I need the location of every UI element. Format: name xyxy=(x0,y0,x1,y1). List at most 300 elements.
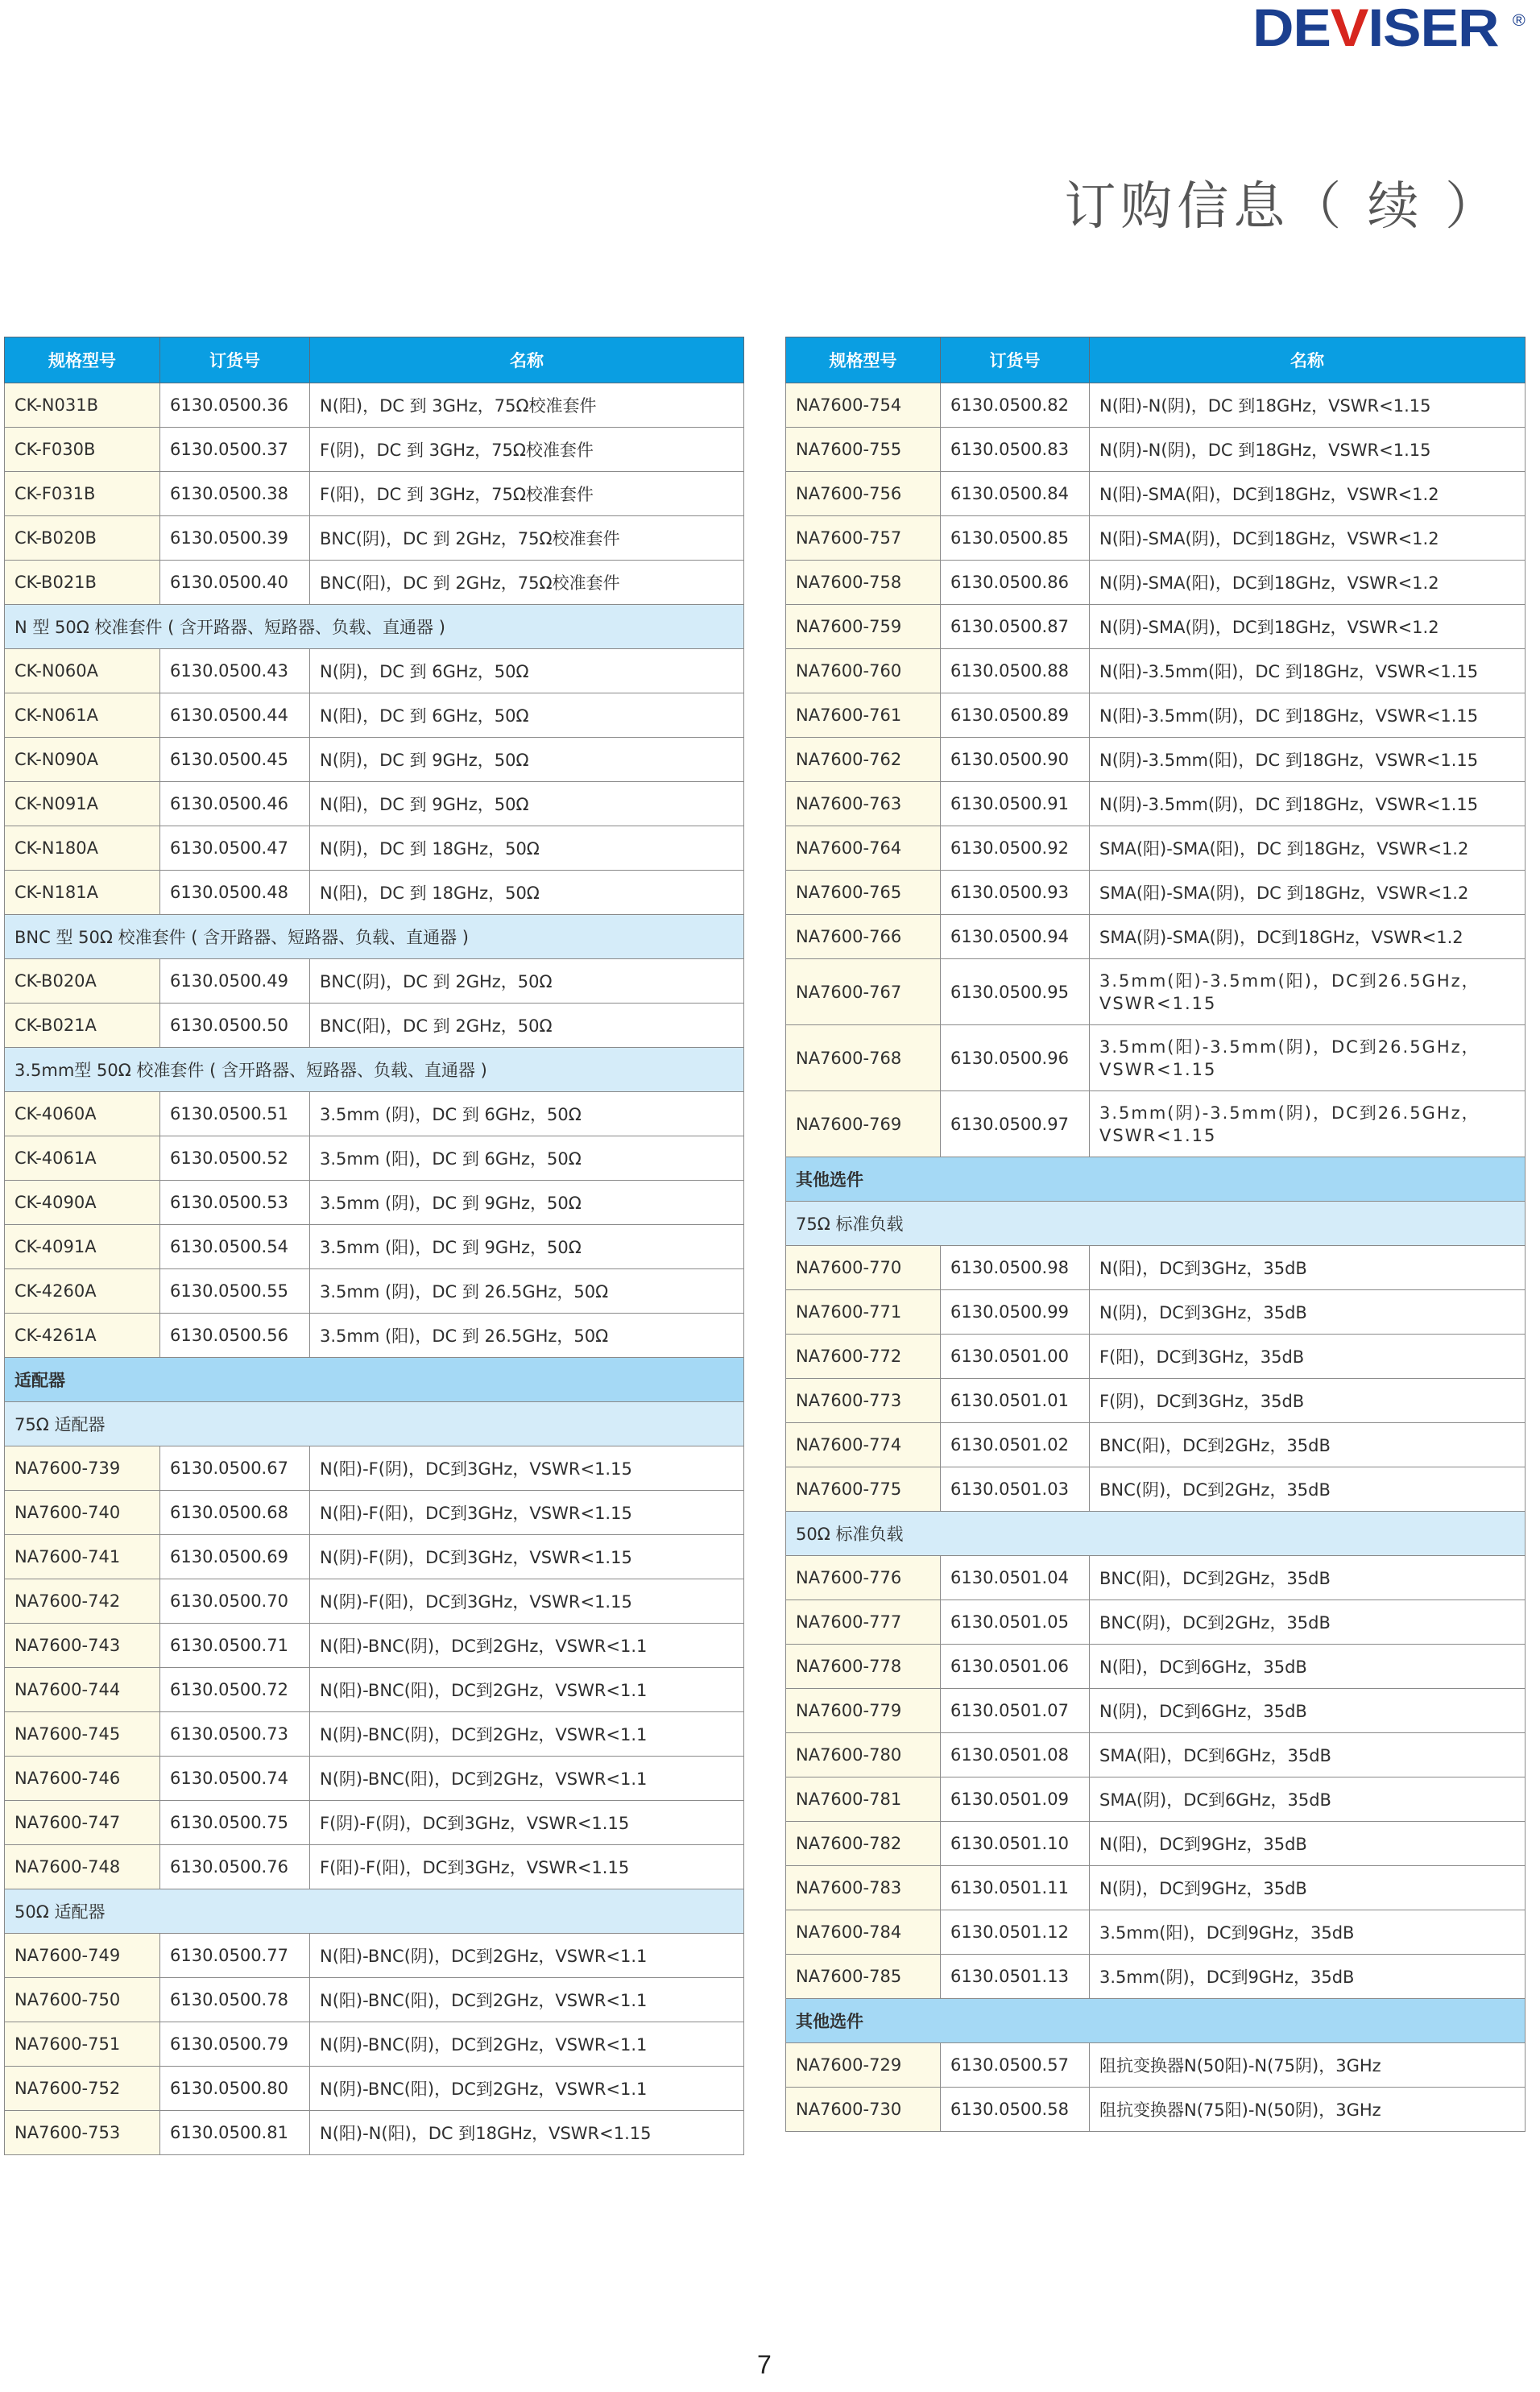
model-cell: CK-F031B xyxy=(5,472,160,516)
page-number: 7 xyxy=(757,2350,772,2379)
model-cell: NA7600-778 xyxy=(786,1645,941,1689)
order-number-cell: 6130.0500.46 xyxy=(160,782,310,826)
model-cell: NA7600-743 xyxy=(5,1624,160,1668)
table-row xyxy=(786,1689,1526,1733)
order-number-cell: 6130.0500.57 xyxy=(941,2043,1090,2088)
model-cell: NA7600-782 xyxy=(786,1822,941,1866)
category-row xyxy=(5,1358,744,1402)
model-cell: NA7600-765 xyxy=(786,871,941,915)
table-row xyxy=(5,1978,744,2022)
name-cell: N(阳)，DC到6GHz，35dB xyxy=(1090,1645,1526,1689)
model-cell: NA7600-762 xyxy=(786,738,941,782)
table-row xyxy=(786,915,1526,959)
order-number-cell: 6130.0500.54 xyxy=(160,1225,310,1269)
table-row xyxy=(5,1535,744,1579)
name-cell: 3.5mm (阴)，DC 到 26.5GHz，50Ω xyxy=(310,1269,744,1314)
model-cell: NA7600-745 xyxy=(5,1712,160,1757)
model-cell: NA7600-780 xyxy=(786,1733,941,1777)
logo-text-de: DE xyxy=(1252,0,1331,57)
name-cell: BNC(阳)，DC到2GHz，35dB xyxy=(1090,1556,1526,1600)
order-number-cell: 6130.0500.37 xyxy=(160,428,310,472)
table-row xyxy=(786,738,1526,782)
category-label: 适配器 xyxy=(5,1358,744,1402)
name-cell: 3.5mm(阳)-3.5mm(阴)，DC到26.5GHz，VSWR<1.15 xyxy=(1090,1025,1526,1091)
order-number-cell: 6130.0500.72 xyxy=(160,1668,310,1712)
model-cell: CK-B021B xyxy=(5,561,160,605)
name-cell: 3.5mm (阳)，DC 到 26.5GHz，50Ω xyxy=(310,1314,744,1358)
model-cell: NA7600-729 xyxy=(786,2043,941,2088)
table-row xyxy=(786,1423,1526,1467)
model-cell: NA7600-774 xyxy=(786,1423,941,1467)
name-cell: 3.5mm (阴)，DC 到 6GHz，50Ω xyxy=(310,1092,744,1136)
table-row xyxy=(786,826,1526,871)
name-cell: SMA(阳)-SMA(阴)，DC 到18GHz，VSWR<1.2 xyxy=(1090,871,1526,915)
table-row xyxy=(5,1491,744,1535)
order-number-cell: 6130.0500.51 xyxy=(160,1092,310,1136)
model-cell: NA7600-769 xyxy=(786,1091,941,1157)
order-number-cell: 6130.0500.69 xyxy=(160,1535,310,1579)
table-row xyxy=(786,472,1526,516)
order-number-cell: 6130.0500.76 xyxy=(160,1845,310,1889)
subcategory-row xyxy=(5,605,744,649)
order-number-cell: 6130.0501.04 xyxy=(941,1556,1090,1600)
order-number-cell: 6130.0501.13 xyxy=(941,1955,1090,1999)
name-cell: N(阳)-3.5mm(阴)，DC 到18GHz，VSWR<1.15 xyxy=(1090,693,1526,738)
table-row xyxy=(786,1091,1526,1157)
table-row xyxy=(5,649,744,693)
page-title: 订购信息（ 续 ） xyxy=(1064,177,1501,237)
order-number-cell: 6130.0500.38 xyxy=(160,472,310,516)
name-cell: F(阳)-F(阳)，DC到3GHz，VSWR<1.15 xyxy=(310,1845,744,1889)
table-row xyxy=(786,1467,1526,1512)
order-number-cell: 6130.0501.06 xyxy=(941,1645,1090,1689)
name-cell: 阻抗变换器N(75阳)-N(50阴)，3GHz xyxy=(1090,2088,1526,2132)
column-header-name: 名称 xyxy=(1090,337,1526,383)
name-cell: N(阳)-N(阴)，DC 到18GHz，VSWR<1.15 xyxy=(1090,383,1526,428)
model-cell: NA7600-775 xyxy=(786,1467,941,1512)
table-row xyxy=(5,782,744,826)
name-cell: N(阳)-BNC(阴)，DC到2GHz，VSWR<1.1 xyxy=(310,1934,744,1978)
table-row xyxy=(5,1269,744,1314)
name-cell: SMA(阴)，DC到6GHz，35dB xyxy=(1090,1777,1526,1822)
order-number-cell: 6130.0500.47 xyxy=(160,826,310,871)
name-cell: N(阴)，DC 到 18GHz，50Ω xyxy=(310,826,744,871)
order-number-cell: 6130.0500.40 xyxy=(160,561,310,605)
name-cell: N(阳)，DC 到 9GHz，50Ω xyxy=(310,782,744,826)
table-row xyxy=(5,1712,744,1757)
table-row xyxy=(786,1955,1526,1999)
order-number-cell: 6130.0500.70 xyxy=(160,1579,310,1624)
order-number-cell: 6130.0500.67 xyxy=(160,1446,310,1491)
table-row xyxy=(5,1225,744,1269)
order-number-cell: 6130.0500.87 xyxy=(941,605,1090,649)
model-cell: NA7600-768 xyxy=(786,1025,941,1091)
order-number-cell: 6130.0500.74 xyxy=(160,1757,310,1801)
subcategory-label: 75Ω 适配器 xyxy=(5,1402,744,1446)
table-row xyxy=(5,1934,744,1978)
left-table-body xyxy=(5,383,744,2155)
name-cell: N(阳)-BNC(阳)，DC到2GHz，VSWR<1.1 xyxy=(310,1978,744,2022)
name-cell: N(阳)-F(阴)，DC到3GHz，VSWR<1.15 xyxy=(310,1446,744,1491)
order-number-cell: 6130.0500.58 xyxy=(941,2088,1090,2132)
column-header-order-no: 订货号 xyxy=(160,337,310,383)
category-label: 其他选件 xyxy=(786,1157,1526,1202)
model-cell: NA7600-748 xyxy=(5,1845,160,1889)
subcategory-row xyxy=(5,1048,744,1092)
name-cell: N(阳)-3.5mm(阳)，DC 到18GHz，VSWR<1.15 xyxy=(1090,649,1526,693)
model-cell: NA7600-754 xyxy=(786,383,941,428)
table-row xyxy=(786,1910,1526,1955)
name-cell: N(阴)，DC 到 9GHz，50Ω xyxy=(310,738,744,782)
table-row xyxy=(786,1025,1526,1091)
table-row xyxy=(786,1556,1526,1600)
name-cell: N(阴)-BNC(阴)，DC到2GHz，VSWR<1.1 xyxy=(310,1712,744,1757)
name-cell: BNC(阴)，DC 到 2GHz，75Ω校准套件 xyxy=(310,516,744,561)
model-cell: CK-N091A xyxy=(5,782,160,826)
column-header-name: 名称 xyxy=(310,337,744,383)
subcategory-row xyxy=(786,1512,1526,1556)
name-cell: N(阳)，DC 到 3GHz，75Ω校准套件 xyxy=(310,383,744,428)
order-number-cell: 6130.0500.55 xyxy=(160,1269,310,1314)
name-cell: BNC(阴)，DC到2GHz，35dB xyxy=(1090,1600,1526,1645)
model-cell: NA7600-772 xyxy=(786,1335,941,1379)
right-table-body xyxy=(786,383,1526,2132)
ordering-table-left xyxy=(4,337,744,2155)
name-cell: 3.5mm(阳)-3.5mm(阳)，DC到26.5GHz，VSWR<1.15 xyxy=(1090,959,1526,1025)
order-number-cell: 6130.0500.80 xyxy=(160,2067,310,2111)
model-cell: NA7600-760 xyxy=(786,649,941,693)
model-cell: CK-4260A xyxy=(5,1269,160,1314)
model-cell: NA7600-761 xyxy=(786,693,941,738)
name-cell: N(阴)，DC到6GHz，35dB xyxy=(1090,1689,1526,1733)
name-cell: BNC(阴)，DC 到 2GHz，50Ω xyxy=(310,959,744,1004)
model-cell: NA7600-741 xyxy=(5,1535,160,1579)
column-header-order-no: 订货号 xyxy=(941,337,1090,383)
model-cell: NA7600-781 xyxy=(786,1777,941,1822)
subcategory-row xyxy=(5,1402,744,1446)
table-row xyxy=(5,1004,744,1048)
order-number-cell: 6130.0500.84 xyxy=(941,472,1090,516)
column-header-model: 规格型号 xyxy=(786,337,941,383)
table-row xyxy=(5,561,744,605)
model-cell: CK-F030B xyxy=(5,428,160,472)
column-header-model: 规格型号 xyxy=(5,337,160,383)
order-number-cell: 6130.0500.93 xyxy=(941,871,1090,915)
order-number-cell: 6130.0500.50 xyxy=(160,1004,310,1048)
name-cell: N(阳)，DC到3GHz，35dB xyxy=(1090,1246,1526,1290)
order-number-cell: 6130.0500.75 xyxy=(160,1801,310,1845)
order-number-cell: 6130.0500.44 xyxy=(160,693,310,738)
model-cell: NA7600-742 xyxy=(5,1579,160,1624)
name-cell: BNC(阳)，DC到2GHz，35dB xyxy=(1090,1423,1526,1467)
table-row xyxy=(786,2088,1526,2132)
order-number-cell: 6130.0500.49 xyxy=(160,959,310,1004)
order-number-cell: 6130.0500.83 xyxy=(941,428,1090,472)
name-cell: N(阳)，DC 到 6GHz，50Ω xyxy=(310,693,744,738)
order-number-cell: 6130.0500.99 xyxy=(941,1290,1090,1335)
table-row xyxy=(5,959,744,1004)
model-cell: CK-4091A xyxy=(5,1225,160,1269)
model-cell: NA7600-759 xyxy=(786,605,941,649)
model-cell: NA7600-767 xyxy=(786,959,941,1025)
name-cell: N(阳)-BNC(阳)，DC到2GHz，VSWR<1.1 xyxy=(310,1668,744,1712)
model-cell: NA7600-751 xyxy=(5,2022,160,2067)
model-cell: NA7600-746 xyxy=(5,1757,160,1801)
subcategory-label: N 型 50Ω 校准套件 ( 含开路器、短路器、负载、直通器 ) xyxy=(5,605,744,649)
table-row xyxy=(786,383,1526,428)
order-number-cell: 6130.0501.05 xyxy=(941,1600,1090,1645)
table-row xyxy=(786,1866,1526,1910)
table-row xyxy=(786,605,1526,649)
table-row xyxy=(786,1822,1526,1866)
table-row xyxy=(786,2043,1526,2088)
table-row xyxy=(5,738,744,782)
subcategory-label: 75Ω 标准负载 xyxy=(786,1202,1526,1246)
model-cell: NA7600-757 xyxy=(786,516,941,561)
order-number-cell: 6130.0500.89 xyxy=(941,693,1090,738)
model-cell: NA7600-740 xyxy=(5,1491,160,1535)
name-cell: BNC(阳)，DC 到 2GHz，50Ω xyxy=(310,1004,744,1048)
order-number-cell: 6130.0500.73 xyxy=(160,1712,310,1757)
name-cell: N(阴)，DC到9GHz，35dB xyxy=(1090,1866,1526,1910)
table-row xyxy=(5,1845,744,1889)
order-number-cell: 6130.0500.88 xyxy=(941,649,1090,693)
table-row xyxy=(786,782,1526,826)
name-cell: N(阳)-SMA(阴)，DC到18GHz，VSWR<1.2 xyxy=(1090,516,1526,561)
table-row xyxy=(5,516,744,561)
model-cell: NA7600-779 xyxy=(786,1689,941,1733)
name-cell: N(阴)-SMA(阴)，DC到18GHz，VSWR<1.2 xyxy=(1090,605,1526,649)
model-cell: CK-B020A xyxy=(5,959,160,1004)
order-number-cell: 6130.0500.79 xyxy=(160,2022,310,2067)
name-cell: N(阴)-N(阴)，DC 到18GHz，VSWR<1.15 xyxy=(1090,428,1526,472)
category-label: 其他选件 xyxy=(786,1999,1526,2043)
order-number-cell: 6130.0500.95 xyxy=(941,959,1090,1025)
order-number-cell: 6130.0501.10 xyxy=(941,1822,1090,1866)
table-row xyxy=(5,1446,744,1491)
model-cell: NA7600-730 xyxy=(786,2088,941,2132)
order-number-cell: 6130.0500.85 xyxy=(941,516,1090,561)
table-row xyxy=(786,1290,1526,1335)
order-number-cell: 6130.0500.36 xyxy=(160,383,310,428)
order-number-cell: 6130.0500.98 xyxy=(941,1246,1090,1290)
name-cell: SMA(阳)-SMA(阳)，DC 到18GHz，VSWR<1.2 xyxy=(1090,826,1526,871)
table-row xyxy=(786,959,1526,1025)
name-cell: N(阴)-3.5mm(阳)，DC 到18GHz，VSWR<1.15 xyxy=(1090,738,1526,782)
model-cell: NA7600-764 xyxy=(786,826,941,871)
order-number-cell: 6130.0500.78 xyxy=(160,1978,310,2022)
model-cell: NA7600-784 xyxy=(786,1910,941,1955)
table-row xyxy=(786,649,1526,693)
table-row xyxy=(786,1379,1526,1423)
order-number-cell: 6130.0501.03 xyxy=(941,1467,1090,1512)
name-cell: N(阴)-BNC(阳)，DC到2GHz，VSWR<1.1 xyxy=(310,1757,744,1801)
table-row xyxy=(786,1777,1526,1822)
model-cell: NA7600-753 xyxy=(5,2111,160,2155)
model-cell: NA7600-783 xyxy=(786,1866,941,1910)
model-cell: NA7600-776 xyxy=(786,1556,941,1600)
table-row xyxy=(5,871,744,915)
name-cell: 3.5mm (阳)，DC 到 6GHz，50Ω xyxy=(310,1136,744,1181)
name-cell: F(阳)，DC 到 3GHz，75Ω校准套件 xyxy=(310,472,744,516)
model-cell: CK-4261A xyxy=(5,1314,160,1358)
table-row xyxy=(786,1246,1526,1290)
table-row xyxy=(5,472,744,516)
order-number-cell: 6130.0500.96 xyxy=(941,1025,1090,1091)
name-cell: BNC(阴)，DC到2GHz，35dB xyxy=(1090,1467,1526,1512)
model-cell: NA7600-744 xyxy=(5,1668,160,1712)
subcategory-label: 50Ω 标准负载 xyxy=(786,1512,1526,1556)
category-row xyxy=(786,1999,1526,2043)
registered-mark-icon: ® xyxy=(1512,12,1525,30)
order-number-cell: 6130.0500.39 xyxy=(160,516,310,561)
name-cell: N(阴)，DC到3GHz，35dB xyxy=(1090,1290,1526,1335)
order-number-cell: 6130.0500.52 xyxy=(160,1136,310,1181)
order-number-cell: 6130.0501.00 xyxy=(941,1335,1090,1379)
model-cell: CK-4060A xyxy=(5,1092,160,1136)
model-cell: NA7600-770 xyxy=(786,1246,941,1290)
table-row xyxy=(5,1668,744,1712)
model-cell: NA7600-777 xyxy=(786,1600,941,1645)
subcategory-row xyxy=(5,915,744,959)
table-header-row xyxy=(786,337,1526,383)
model-cell: CK-N061A xyxy=(5,693,160,738)
name-cell: N(阳)-SMA(阳)，DC到18GHz，VSWR<1.2 xyxy=(1090,472,1526,516)
name-cell: F(阴)，DC到3GHz，35dB xyxy=(1090,1379,1526,1423)
model-cell: NA7600-756 xyxy=(786,472,941,516)
order-number-cell: 6130.0500.77 xyxy=(160,1934,310,1978)
name-cell: 3.5mm(阴)-3.5mm(阴)，DC到26.5GHz，VSWR<1.15 xyxy=(1090,1091,1526,1157)
order-number-cell: 6130.0500.53 xyxy=(160,1181,310,1225)
name-cell: BNC(阳)，DC 到 2GHz，75Ω校准套件 xyxy=(310,561,744,605)
model-cell: NA7600-763 xyxy=(786,782,941,826)
table-row xyxy=(5,1624,744,1668)
model-cell: CK-4090A xyxy=(5,1181,160,1225)
deviser-logo xyxy=(1252,0,1525,57)
subcategory-label: 50Ω 适配器 xyxy=(5,1889,744,1934)
order-number-cell: 6130.0500.92 xyxy=(941,826,1090,871)
order-number-cell: 6130.0500.91 xyxy=(941,782,1090,826)
table-row xyxy=(5,693,744,738)
table-row xyxy=(5,826,744,871)
model-cell: NA7600-755 xyxy=(786,428,941,472)
table-header-row xyxy=(5,337,744,383)
order-number-cell: 6130.0500.56 xyxy=(160,1314,310,1358)
name-cell: N(阳)-BNC(阴)，DC到2GHz，VSWR<1.1 xyxy=(310,1624,744,1668)
order-number-cell: 6130.0501.12 xyxy=(941,1910,1090,1955)
order-number-cell: 6130.0501.09 xyxy=(941,1777,1090,1822)
order-number-cell: 6130.0500.48 xyxy=(160,871,310,915)
order-number-cell: 6130.0501.08 xyxy=(941,1733,1090,1777)
table-row xyxy=(5,1579,744,1624)
name-cell: SMA(阴)-SMA(阴)，DC到18GHz，VSWR<1.2 xyxy=(1090,915,1526,959)
name-cell: N(阳)-N(阳)，DC 到18GHz，VSWR<1.15 xyxy=(310,2111,744,2155)
order-number-cell: 6130.0500.45 xyxy=(160,738,310,782)
order-number-cell: 6130.0500.90 xyxy=(941,738,1090,782)
name-cell: N(阴)-F(阴)，DC到3GHz，VSWR<1.15 xyxy=(310,1535,744,1579)
model-cell: CK-B021A xyxy=(5,1004,160,1048)
table-row xyxy=(786,871,1526,915)
model-cell: NA7600-752 xyxy=(5,2067,160,2111)
name-cell: 3.5mm (阴)，DC 到 9GHz，50Ω xyxy=(310,1181,744,1225)
model-cell: NA7600-773 xyxy=(786,1379,941,1423)
subcategory-row xyxy=(5,1889,744,1934)
table-row xyxy=(5,1092,744,1136)
model-cell: CK-N090A xyxy=(5,738,160,782)
name-cell: N(阴)-3.5mm(阴)，DC 到18GHz，VSWR<1.15 xyxy=(1090,782,1526,826)
table-row xyxy=(786,1645,1526,1689)
subcategory-row xyxy=(786,1202,1526,1246)
model-cell: NA7600-750 xyxy=(5,1978,160,2022)
order-number-cell: 6130.0500.81 xyxy=(160,2111,310,2155)
model-cell: CK-N180A xyxy=(5,826,160,871)
table-row xyxy=(786,1600,1526,1645)
table-row xyxy=(5,2067,744,2111)
name-cell: N(阴)，DC 到 6GHz，50Ω xyxy=(310,649,744,693)
table-row xyxy=(5,383,744,428)
model-cell: NA7600-739 xyxy=(5,1446,160,1491)
table-row xyxy=(5,1757,744,1801)
order-number-cell: 6130.0500.82 xyxy=(941,383,1090,428)
name-cell: N(阴)-SMA(阳)，DC到18GHz，VSWR<1.2 xyxy=(1090,561,1526,605)
name-cell: N(阳)，DC到9GHz，35dB xyxy=(1090,1822,1526,1866)
name-cell: F(阴)，DC 到 3GHz，75Ω校准套件 xyxy=(310,428,744,472)
table-row xyxy=(786,693,1526,738)
table-row xyxy=(786,1733,1526,1777)
order-number-cell: 6130.0500.43 xyxy=(160,649,310,693)
table-row xyxy=(786,428,1526,472)
model-cell: CK-4061A xyxy=(5,1136,160,1181)
model-cell: NA7600-766 xyxy=(786,915,941,959)
model-cell: CK-N181A xyxy=(5,871,160,915)
logo-text-v: V xyxy=(1330,0,1368,57)
subcategory-label: BNC 型 50Ω 校准套件 ( 含开路器、短路器、负载、直通器 ) xyxy=(5,915,744,959)
name-cell: F(阴)-F(阴)，DC到3GHz，VSWR<1.15 xyxy=(310,1801,744,1845)
name-cell: F(阳)，DC到3GHz，35dB xyxy=(1090,1335,1526,1379)
table-row xyxy=(5,2022,744,2067)
name-cell: N(阴)-F(阳)，DC到3GHz，VSWR<1.15 xyxy=(310,1579,744,1624)
table-row xyxy=(786,516,1526,561)
model-cell: CK-B020B xyxy=(5,516,160,561)
order-number-cell: 6130.0501.02 xyxy=(941,1423,1090,1467)
subcategory-label: 3.5mm型 50Ω 校准套件 ( 含开路器、短路器、负载、直通器 ) xyxy=(5,1048,744,1092)
name-cell: 3.5mm (阳)，DC 到 9GHz，50Ω xyxy=(310,1225,744,1269)
name-cell: N(阳)，DC 到 18GHz，50Ω xyxy=(310,871,744,915)
table-row xyxy=(786,561,1526,605)
table-row xyxy=(5,428,744,472)
name-cell: N(阳)-F(阳)，DC到3GHz，VSWR<1.15 xyxy=(310,1491,744,1535)
order-number-cell: 6130.0500.97 xyxy=(941,1091,1090,1157)
name-cell: 3.5mm(阴)，DC到9GHz，35dB xyxy=(1090,1955,1526,1999)
table-row xyxy=(5,1314,744,1358)
order-number-cell: 6130.0501.07 xyxy=(941,1689,1090,1733)
logo-text-iser: ISER xyxy=(1368,0,1499,57)
name-cell: N(阴)-BNC(阴)，DC到2GHz，VSWR<1.1 xyxy=(310,2022,744,2067)
category-row xyxy=(786,1157,1526,1202)
order-number-cell: 6130.0501.01 xyxy=(941,1379,1090,1423)
model-cell: NA7600-785 xyxy=(786,1955,941,1999)
table-row xyxy=(5,1136,744,1181)
table-row xyxy=(5,1801,744,1845)
model-cell: NA7600-747 xyxy=(5,1801,160,1845)
order-number-cell: 6130.0501.11 xyxy=(941,1866,1090,1910)
name-cell: 阻抗变换器N(50阳)-N(75阴)，3GHz xyxy=(1090,2043,1526,2088)
model-cell: CK-N031B xyxy=(5,383,160,428)
name-cell: SMA(阳)，DC到6GHz，35dB xyxy=(1090,1733,1526,1777)
order-number-cell: 6130.0500.68 xyxy=(160,1491,310,1535)
order-number-cell: 6130.0500.71 xyxy=(160,1624,310,1668)
name-cell: N(阴)-BNC(阳)，DC到2GHz，VSWR<1.1 xyxy=(310,2067,744,2111)
